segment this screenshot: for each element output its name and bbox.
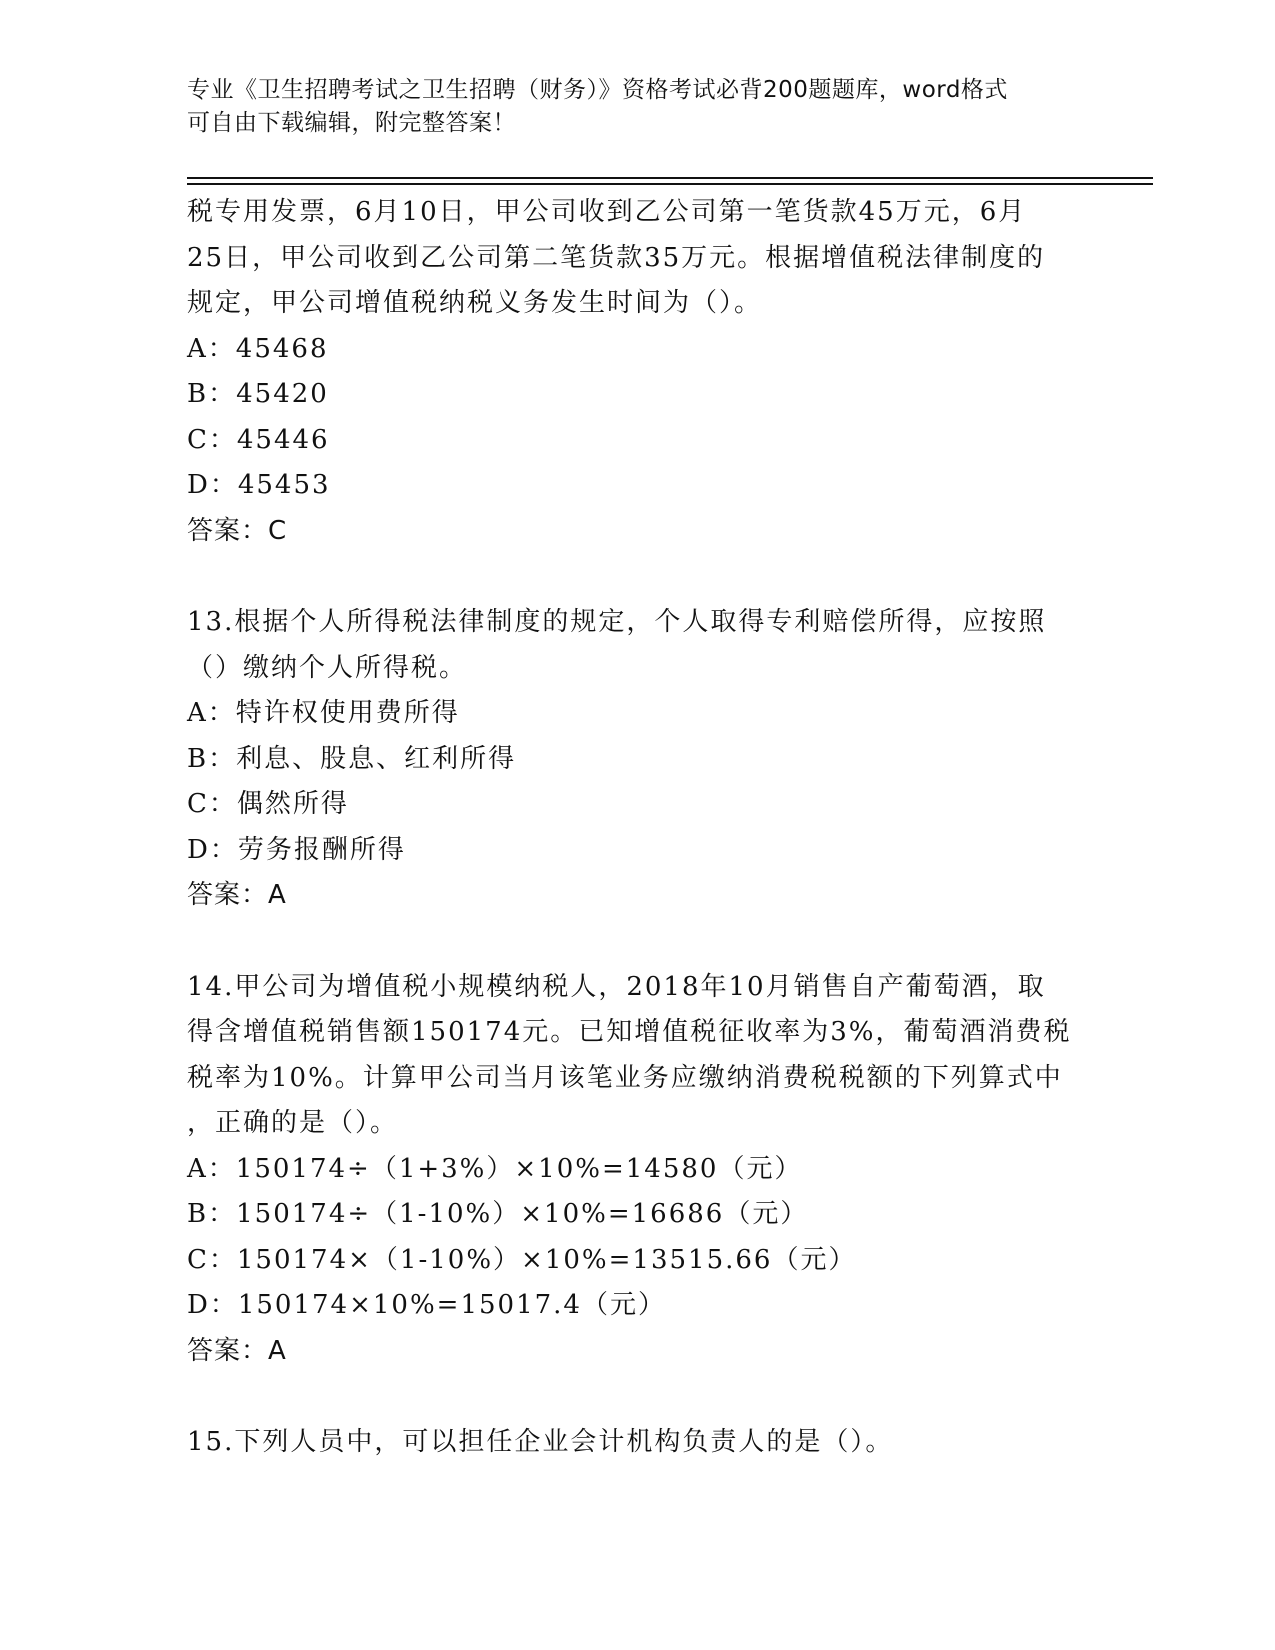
question-stem-line: 规定，甲公司增值税纳税义务发生时间为（）。: [187, 288, 763, 318]
question-14: [187, 965, 1087, 1375]
header-divider-bottom: [187, 183, 1153, 185]
question-12-continued: [187, 190, 1087, 554]
question-stem-line: 13.根据个人所得税法律制度的规定，个人取得专利赔偿所得，应按照: [187, 607, 1047, 637]
option-b: B：利息、股息、红利所得: [187, 743, 517, 774]
answer-label: 答案：C: [187, 515, 288, 546]
question-spacer: [187, 554, 1087, 600]
question-list: [187, 190, 1087, 1466]
option-a: A：45468: [187, 333, 329, 364]
question-stem-line: 税率为10%。计算甲公司当月该笔业务应缴纳消费税税额的下列算式中: [187, 1062, 1063, 1093]
option-a: A：150174÷（1+3%）×10%=14580（元）: [187, 1153, 803, 1184]
question-stem-line: ，正确的是（）。: [187, 1108, 399, 1138]
question-stem-line: 14.甲公司为增值税小规模纳税人，2018年10月销售自产葡萄酒，取: [187, 971, 1046, 1002]
question-stem-line: （）缴纳个人所得税。: [187, 652, 468, 683]
option-a: A：特许权使用费所得: [187, 698, 460, 728]
question-stem-line: 税专用发票，6月10日，甲公司收到乙公司第一笔货款45万元，6月: [187, 197, 1027, 227]
option-c: C：偶然所得: [187, 789, 349, 819]
question-13: [187, 600, 1087, 919]
question-stem-line: 25日，甲公司收到乙公司第二笔货款35万元。根据增值税法律制度的: [187, 242, 1046, 273]
question-15: [187, 1420, 1087, 1466]
option-d: D：150174×10%=15017.4（元）: [187, 1290, 666, 1320]
option-b: B：45420: [187, 379, 329, 409]
option-c: C：45446: [187, 424, 330, 455]
option-d: D：劳务报酬所得: [187, 834, 406, 865]
header-title-line-2: 可自由下载编辑，附完整答案！: [187, 110, 516, 136]
option-b: B：150174÷（1-10%）×10%=16686（元）: [187, 1199, 809, 1229]
option-c: C：150174×（1-10%）×10%=13515.66（元）: [187, 1244, 857, 1275]
question-stem-line: 得含增值税销售额150174元。已知增值税征收率为3%，葡萄酒消费税: [187, 1017, 1072, 1047]
question-stem-line: 15.下列人员中，可以担任企业会计机构负责人的是（）。: [187, 1427, 894, 1457]
document-header: [187, 74, 1087, 140]
question-spacer: [187, 919, 1087, 965]
header-divider-top: [187, 177, 1153, 179]
option-d: D：45453: [187, 470, 331, 500]
answer-label: 答案：A: [187, 880, 287, 910]
answer-label: 答案：A: [187, 1335, 287, 1366]
header-title-line-1: 专业《卫生招聘考试之卫生招聘（财务）》资格考试必背200题题库，word格式: [187, 77, 1008, 103]
question-spacer: [187, 1374, 1087, 1420]
